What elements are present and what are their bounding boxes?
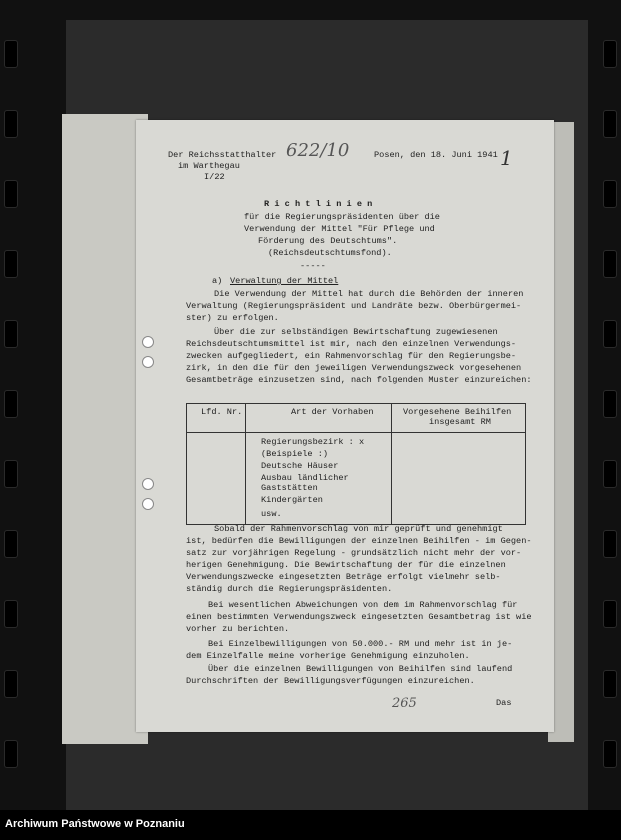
film-perforation (4, 250, 18, 278)
paragraph-line: Durchschriften der Bewilligungsverfügungen einzureichen. (186, 676, 475, 686)
film-perforation (4, 180, 18, 208)
film-perforation (4, 670, 18, 698)
paragraph-line: Über die zur selbständigen Bewirtschaftung zugewiesenen (214, 327, 498, 337)
film-perforation (603, 250, 617, 278)
film-perforation (603, 180, 617, 208)
handwritten-file-number: 622/10 (286, 140, 350, 161)
title-line: Förderung des Deutschtums". (258, 236, 398, 246)
paragraph-line: ster) zu erfolgen. (186, 313, 279, 323)
table-column-divider (391, 404, 392, 524)
film-perforation (4, 740, 18, 768)
film-perforation (4, 390, 18, 418)
paragraph-line: Verwendungszwecke eingesetzten Beträge erfolgt vielmehr selb- (186, 572, 501, 582)
film-strip-left (0, 0, 22, 810)
film-perforation (603, 600, 617, 628)
film-perforation (603, 670, 617, 698)
handwritten-folio-number: 265 (392, 696, 417, 711)
film-perforation (603, 740, 617, 768)
film-perforation (603, 460, 617, 488)
paragraph-line: ständig durch die Regierungspräsidenten. (186, 584, 393, 594)
table-header-type: Art der Vorhaben (291, 407, 374, 417)
table-cell: (Beispiele :) (261, 449, 329, 459)
place-date: Posen, den 18. Juni 1941 (374, 150, 498, 160)
archive-name: Archiwum Państwowe w Poznaniu (5, 818, 185, 830)
punch-hole (142, 356, 154, 368)
sender-line: Der Reichsstatthalter (168, 150, 277, 160)
film-perforation (603, 320, 617, 348)
title-line: für die Regierungspräsidenten über die (244, 212, 440, 222)
section-label: a) (212, 276, 223, 286)
paragraph-line: Sobald der Rahmenvorschlag von mir geprüft und genehmigt (214, 524, 503, 534)
budget-table (186, 403, 526, 525)
table-header-number: Lfd. Nr. (201, 407, 243, 417)
film-perforation (603, 110, 617, 138)
film-perforation (4, 320, 18, 348)
document-heading: R i c h t l i n i e n (264, 199, 373, 209)
film-strip-right (599, 0, 621, 810)
archive-footer (0, 810, 621, 840)
film-perforation (4, 110, 18, 138)
paragraph-line: vorher zu berichten. (186, 624, 290, 634)
title-line: Verwendung der Mittel "Für Pflege und (244, 224, 435, 234)
paragraph-line: ist, bedürfen die Bewilligungen der einzelnen Beihilfen - im Gegen- (186, 536, 532, 546)
film-perforation (603, 530, 617, 558)
film-perforation (4, 460, 18, 488)
film-perforation (603, 40, 617, 68)
film-perforation (4, 600, 18, 628)
paragraph-line: dem Einzelfalle meine vorherige Genehmigung einzuholen. (186, 651, 470, 661)
film-perforation (4, 530, 18, 558)
paragraph-line: zirk, in den die für den jeweiligen Verwendungszweck vorgesehenen (186, 363, 522, 373)
paragraph-line: herigen Genehmigung. Die Bewirtschaftung der für die einzelnen (186, 560, 506, 570)
section-heading: Verwaltung der Mittel (230, 276, 339, 286)
paragraph-line: zwecken aufgegliedert, ein Rahmenvorschlag für den Regierungsbe- (186, 351, 517, 361)
paragraph-line: Bei Einzelbewilligungen von 50.000.- RM und mehr ist in je- (208, 639, 513, 649)
table-column-divider (245, 404, 246, 524)
paragraph-line: Verwaltung (Regierungspräsident und Landräte bezw. Oberbürgermei- (186, 301, 522, 311)
punch-hole (142, 336, 154, 348)
paragraph-line: einen bestimmten Verwendungszweck eingesetzten Gesamtbetrag ist wie (186, 612, 532, 622)
film-perforation (603, 390, 617, 418)
paragraph-line: satz zur vorjährigen Regelung - grundsätzlich nicht mehr der vor- (186, 548, 522, 558)
table-header-divider (187, 432, 525, 433)
table-cell: Gaststätten (261, 483, 318, 493)
table-cell: Deutsche Häuser (261, 461, 339, 471)
paragraph-line: Reichsdeutschtumsmittel ist mir, nach den einzelnen Verwendungs- (186, 339, 517, 349)
punch-hole (142, 498, 154, 510)
paragraph-line: Die Verwendung der Mittel hat durch die Behörden der inneren (214, 289, 524, 299)
paragraph-line: Über die einzelnen Bewilligungen von Beihilfen sind laufend (208, 664, 513, 674)
title-line: (Reichsdeutschtumsfond). (268, 248, 392, 258)
table-header-amount: insgesamt RM (429, 417, 491, 427)
film-perforation (4, 40, 18, 68)
title-divider: ----- (300, 261, 326, 271)
catchword: Das (496, 698, 512, 708)
table-cell: Ausbau ländlicher (261, 473, 349, 483)
paragraph-line: Bei wesentlichen Abweichungen von dem im Rahmenvorschlag für (208, 600, 518, 610)
table-cell: Regierungsbezirk : x (261, 437, 365, 447)
punch-hole (142, 478, 154, 490)
sender-line: I/22 (204, 172, 225, 182)
table-cell: Kindergärten (261, 495, 323, 505)
sender-line: im Warthegau (178, 161, 240, 171)
table-cell: usw. (261, 509, 282, 519)
paragraph-line: Gesamtbeträge einzusetzen sind, nach folgenden Muster einzureichen: (186, 375, 532, 385)
handwritten-page-number: 1 (500, 146, 513, 170)
table-header-amount: Vorgesehene Beihilfen (403, 407, 512, 417)
